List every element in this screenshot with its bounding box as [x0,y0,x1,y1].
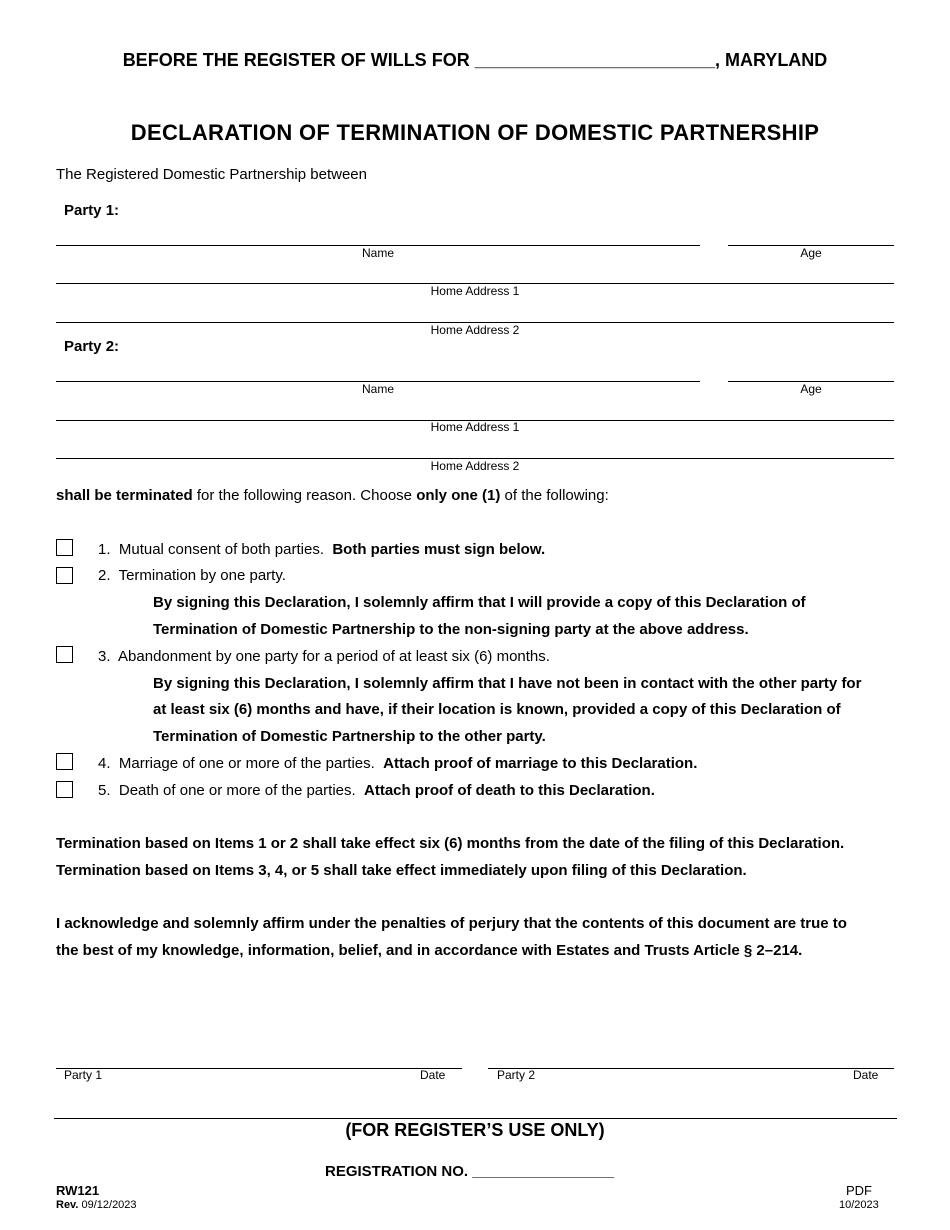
option-5-number: 5. [98,782,111,799]
effect-line-2: Termination based on Items 3, 4, or 5 shall take effect immediately upon filing of this Declaration. [56,862,747,879]
party1-name-label: Name [361,246,394,260]
affirmation-line-1: I acknowledge and solemnly affirm under the penalties of perjury that the contents of this document are true to [56,915,847,932]
option-5-text [98,782,655,799]
option-3-checkbox[interactable] [56,646,73,663]
reason-bold-only-one: only one (1) [416,487,501,504]
header-suffix: , MARYLAND [714,50,828,70]
option-2-detail-line-1: By signing this Declaration, I solemnly affirm that I will provide a copy of this Declaration of [153,594,806,611]
option-3-detail-line-3: Termination of Domestic Partnership to the other party. [153,728,546,745]
party1-address1-label: Home Address 1 [430,284,520,298]
party2-signature-line[interactable] [488,1068,894,1069]
registration-number [325,1163,614,1180]
register-use-heading: (FOR REGISTER’S USE ONLY) [345,1120,605,1140]
intro-text: The Registered Domestic Partnership between [56,166,367,183]
party1-signature-label: Party 1 [64,1068,103,1082]
option-3-label: Abandonment by one party for a period of at least six (6) months. [118,648,550,665]
register-divider [54,1118,897,1119]
affirmation-line-2: the best of my knowledge, information, belief, and in accordance with Estates and Trusts Article § 2–214. [56,942,803,959]
party2-date-label: Date [853,1068,879,1082]
revision-info [56,1199,137,1211]
county-blank[interactable]: ________________________ [474,50,715,70]
option-4-text [98,755,697,772]
party1-signature-line[interactable] [56,1068,462,1069]
format-date: 10/2023 [839,1199,879,1211]
option-2-checkbox[interactable] [56,567,73,584]
party2-heading: Party 2: [64,338,120,355]
option-2-label: Termination by one party. [118,567,286,584]
option-1-label: Mutual consent of both parties. [118,541,324,558]
party2-age-label: Age [800,382,822,396]
party1-date-label: Date [420,1068,446,1082]
party1-address2-label: Home Address 2 [430,323,520,337]
effect-line-1: Termination based on Items 1 or 2 shall take effect six (6) months from the date of the filing of this Declaration. [56,835,845,852]
option-1-text [98,541,545,558]
reason-end-text: of the following: [500,487,609,504]
option-4-label: Marriage of one or more of the parties. [118,755,375,772]
reason-instruction [56,487,609,504]
format-label: PDF [846,1183,872,1198]
party2-signature-label: Party 2 [497,1068,536,1082]
revision-date: 09/12/2023 [81,1199,137,1211]
party2-address2-label: Home Address 2 [430,459,520,473]
reason-bold-terminated: shall be terminated [56,487,193,504]
option-5-label: Death of one or more of the parties. [118,782,356,799]
form-code: RW121 [56,1183,100,1198]
option-2-text [98,567,286,584]
option-2-detail-line-2: Termination of Domestic Partnership to the non-signing party at the above address. [153,621,749,638]
option-1-checkbox[interactable] [56,539,73,556]
party2-name-label: Name [361,382,394,396]
option-1-number: 1. [98,541,111,558]
option-4-checkbox[interactable] [56,753,73,770]
option-3-number: 3. [98,648,111,665]
header-prefix: BEFORE THE REGISTER OF WILLS FOR [122,50,470,70]
reason-mid-text: for the following reason. Choose [192,487,417,504]
option-4-number: 4. [98,755,111,772]
party1-age-label: Age [800,246,822,260]
page-title: DECLARATION OF TERMINATION OF DOMESTIC PARTNERSHIP [130,120,820,145]
option-3-detail-line-1: By signing this Declaration, I solemnly affirm that I have not been in contact with the other party for [153,675,862,692]
option-1-bold: Both parties must sign below. [332,541,546,558]
option-3-text [98,648,550,665]
party1-heading: Party 1: [64,202,120,219]
option-2-number: 2. [98,567,111,584]
option-5-bold: Attach proof of death to this Declaration. [364,782,655,799]
option-3-detail-line-2: at least six (6) months and have, if their location is known, provided a copy of this Declaration of [153,701,841,718]
party2-address1-label: Home Address 1 [430,420,520,434]
court-header [0,50,950,71]
revision-label: Rev. [56,1199,79,1211]
option-5-checkbox[interactable] [56,781,73,798]
registration-blank[interactable]: _________________ [472,1163,615,1180]
registration-label: REGISTRATION NO. [325,1163,469,1180]
option-4-bold: Attach proof of marriage to this Declaration. [383,755,698,772]
